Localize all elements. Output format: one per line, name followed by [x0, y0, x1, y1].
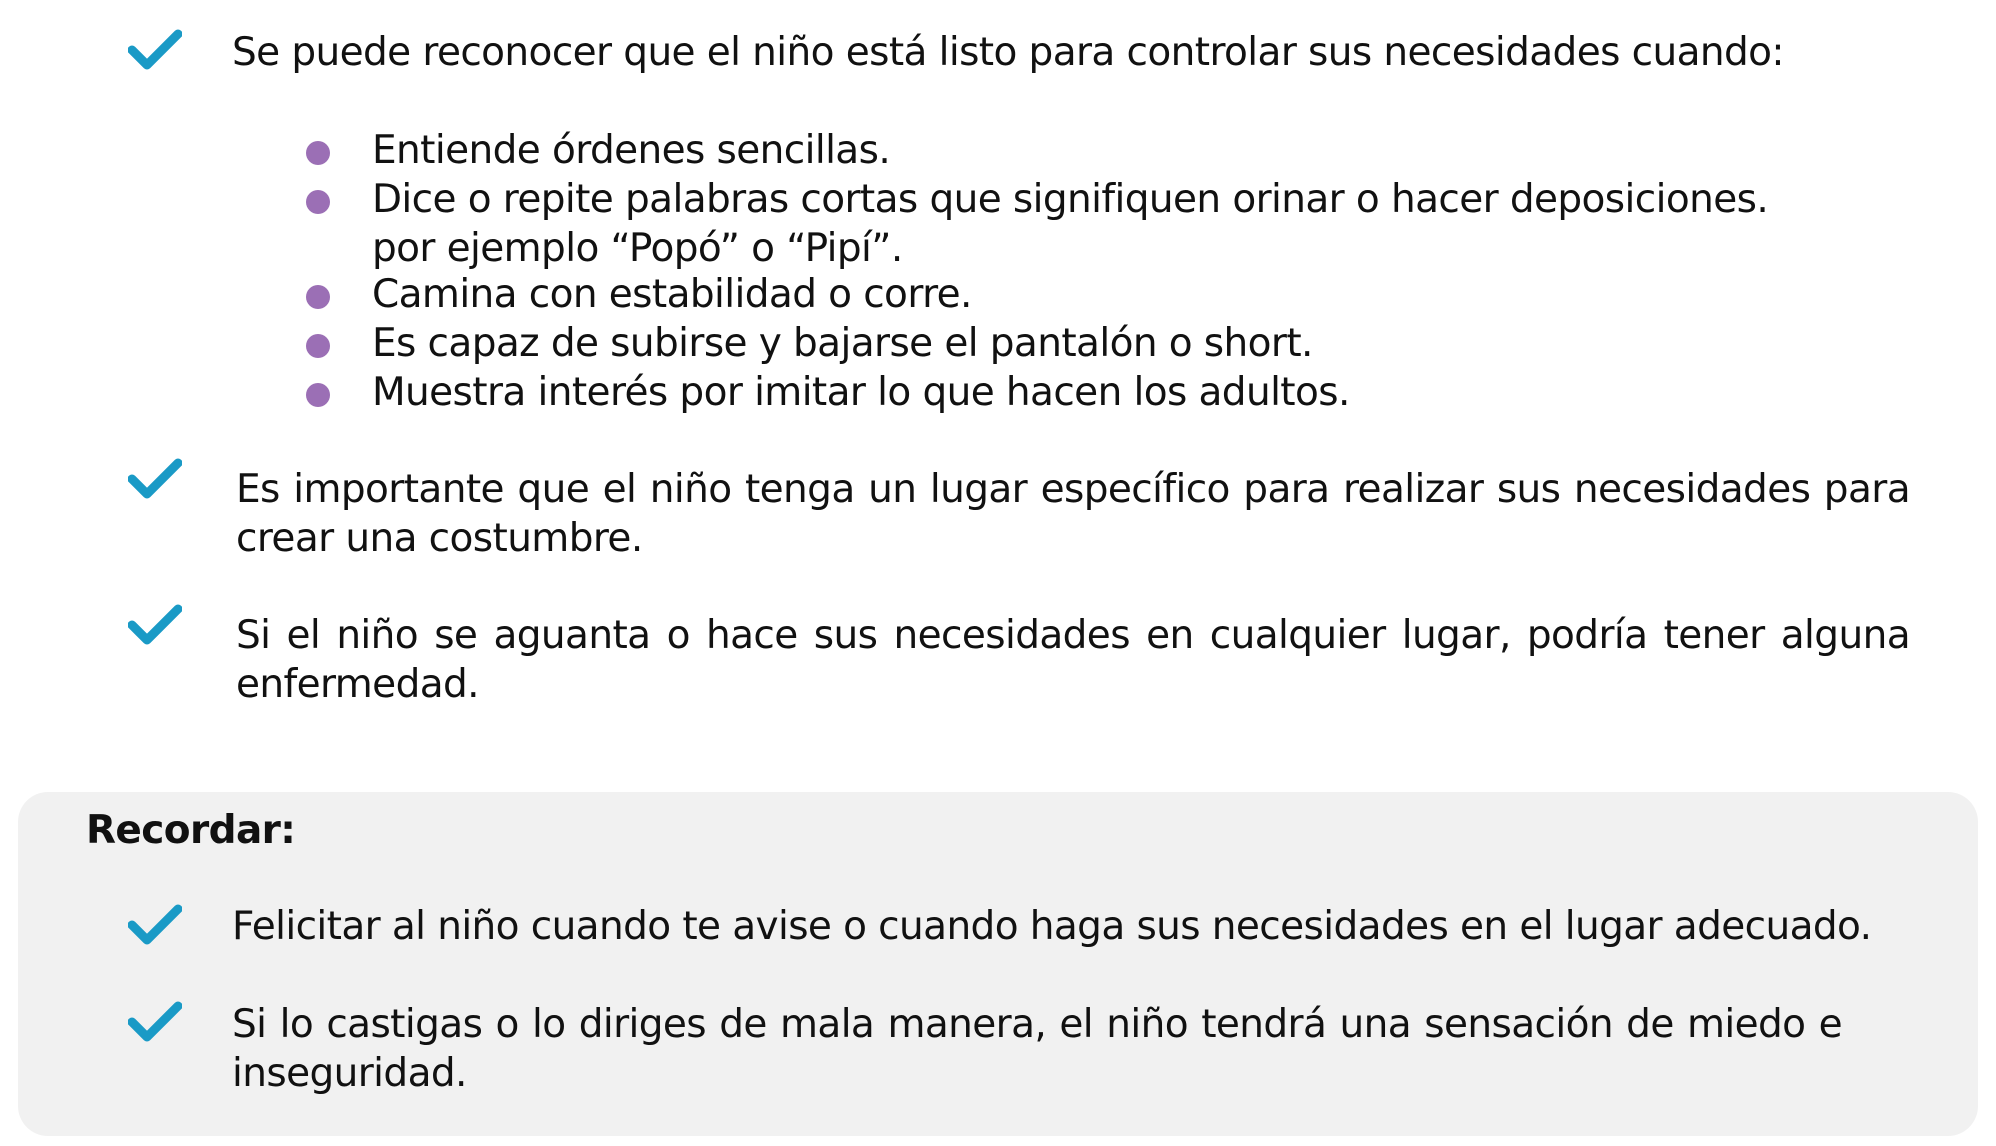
- list-item: Dice o repite palabras cortas que signifiquen orinar o hacer deposiciones.: [372, 177, 1769, 222]
- circle-bullet-icon: [306, 141, 330, 165]
- point-text: Si el niño se aguanta o hace sus necesidades en cualquier lugar, podría tener alguna enfermedad.: [236, 613, 1910, 707]
- list-item-continuation: por ejemplo “Popó” o “Pipí”.: [372, 226, 903, 271]
- checkmark-icon: [128, 28, 182, 72]
- intro-text: Se puede reconocer que el niño está listo para controlar sus necesidades cuando:: [232, 30, 1784, 75]
- list-item: Entiende órdenes sencillas.: [372, 128, 891, 173]
- circle-bullet-icon: [306, 285, 330, 309]
- reminder-item: Si lo castigas o lo diriges de mala manera, el niño tendrá una sensación de miedo e inseguridad.: [232, 1002, 1842, 1096]
- circle-bullet-icon: [306, 334, 330, 358]
- reminder-title: Recordar:: [86, 808, 296, 853]
- list-item: Camina con estabilidad o corre.: [372, 272, 972, 317]
- point-text: Es importante que el niño tenga un lugar específico para realizar sus necesidades para crear una costumbre.: [236, 467, 1910, 561]
- circle-bullet-icon: [306, 190, 330, 214]
- reminder-item: Felicitar al niño cuando te avise o cuando haga sus necesidades en el lugar adecuado.: [232, 904, 1872, 949]
- circle-bullet-icon: [306, 383, 330, 407]
- list-item: Es capaz de subirse y bajarse el pantalón o short.: [372, 321, 1313, 366]
- checkmark-icon: [128, 903, 182, 947]
- checkmark-icon: [128, 603, 182, 647]
- list-item: Muestra interés por imitar lo que hacen los adultos.: [372, 370, 1350, 415]
- checkmark-icon: [128, 457, 182, 501]
- checkmark-icon: [128, 1000, 182, 1044]
